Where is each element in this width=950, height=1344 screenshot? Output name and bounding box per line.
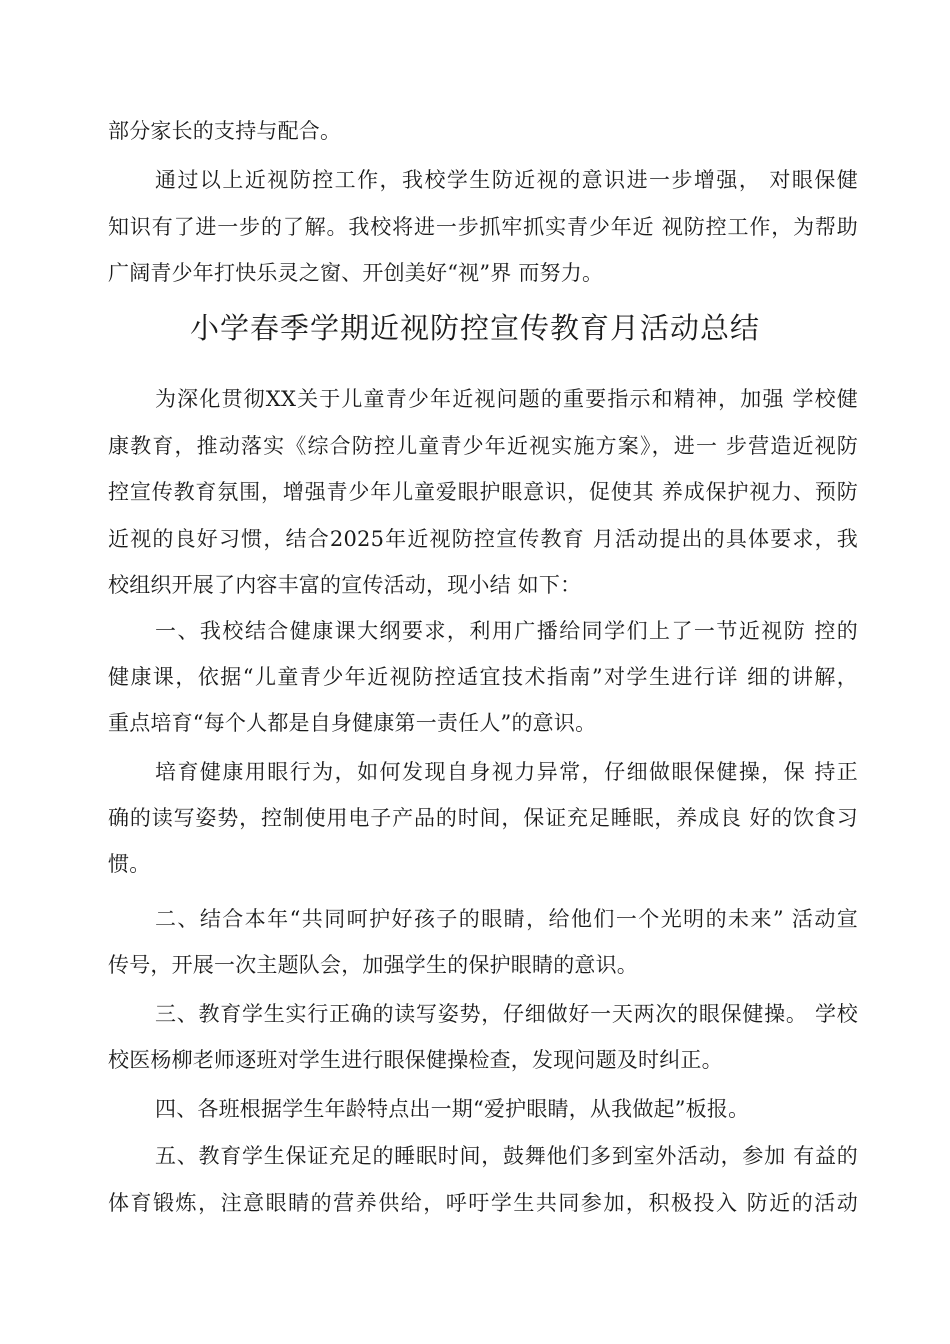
- text-line: 近视的良好习惯，结合2025年近视防控宣传教育 月活动提出的具体要求，我: [108, 527, 858, 551]
- text-line: 体育锻炼，注意眼睛的营养供给，呼吁学生共同参加，积极投入 防近的活动: [108, 1191, 858, 1215]
- text-line: 三、教育学生实行正确的读写姿势，仔细做好一天两次的眼保健操。 学校: [155, 1002, 858, 1026]
- text-line: 广阔青少年打快乐灵之窗、开创美好“视”界 而努力。: [108, 261, 604, 285]
- text-line: 部分家长的支持与配合。: [108, 119, 342, 143]
- text-line: 培育健康用眼行为，如何发现自身视力异常，仔细做眼保健操，保 持正: [155, 760, 858, 784]
- text-line: 传号，开展一次主题队会，加强学生的保护眼睛的意识。: [108, 953, 638, 977]
- text-line: 惯。: [108, 852, 151, 876]
- text-line: 健康课，依据“儿童青少年近视防控适宜技术指南”对学生进行详 细的讲解，: [108, 665, 858, 689]
- text-line: 重点培育“每个人都是自身健康第一责任人”的意识。: [108, 711, 597, 735]
- text-line: 知识有了进一步的了解。我校将进一步抓牢抓实青少年近 视防控工作，为帮助: [108, 215, 858, 239]
- text-line: 确的读写姿势，控制使用电子产品的时间，保证充足睡眠，养成良 好的饮食习: [108, 806, 858, 830]
- text-line: 校医杨柳老师逐班对学生进行眼保健操检查，发现问题及时纠正。: [108, 1048, 723, 1072]
- text-line: 二、结合本年“共同呵护好孩子的眼睛，给他们一个光明的未来” 活动宣: [155, 907, 858, 931]
- text-line: 一、我校结合健康课大纲要求，利用广播给同学们上了一节近视防 控的: [155, 619, 858, 643]
- text-line: 通过以上近视防控工作，我校学生防近视的意识进一步增强， 对眼保健: [155, 168, 858, 192]
- text-line: 康教育，推动落实《综合防控儿童青少年近视实施方案》，进一 步营造近视防: [108, 434, 858, 458]
- text-line: 五、教育学生保证充足的睡眠时间，鼓舞他们多到室外活动，参加 有益的: [155, 1144, 858, 1168]
- text-line: 四、各班根据学生年龄特点出一期“爱护眼睛，从我做起”板报。: [155, 1097, 750, 1121]
- page-title: 小学春季学期近视防控宣传教育月活动总结: [189, 311, 760, 345]
- text-line: 控宣传教育氛围，增强青少年儿童爱眼护眼意识，促使其 养成保护视力、预防: [108, 480, 858, 504]
- text-line: 为深化贯彻XX关于儿童青少年近视问题的重要指示和精神，加强 学校健: [155, 387, 858, 411]
- text-line: 校组织开展了内容丰富的宣传活动，现小结 如下：: [108, 573, 582, 597]
